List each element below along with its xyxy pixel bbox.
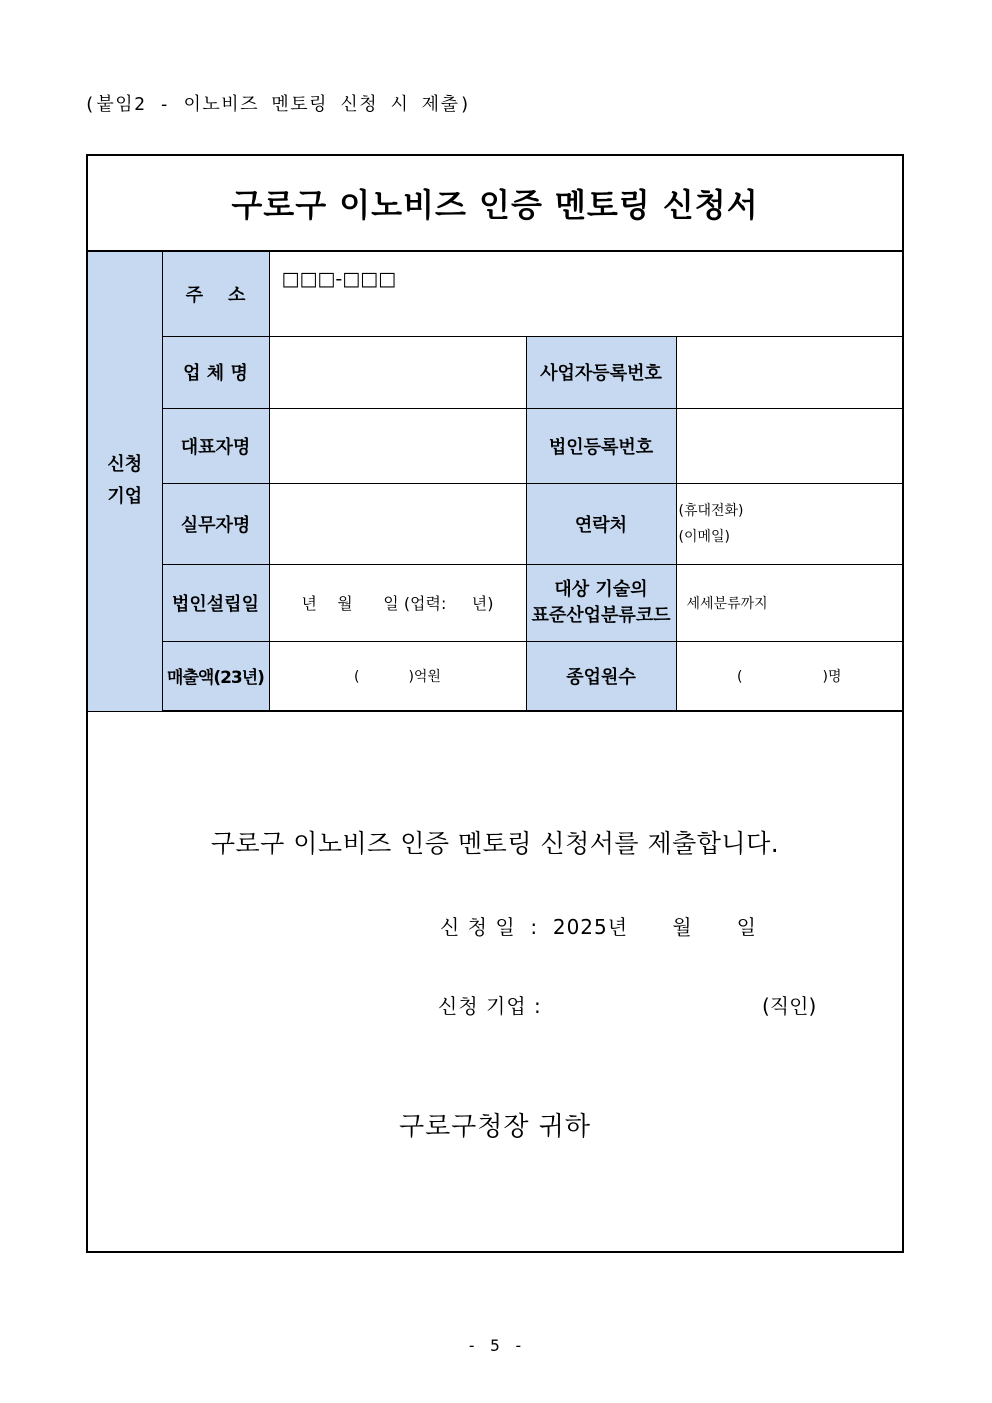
staff-row (88, 483, 902, 564)
employees-label: 종업원수 (526, 641, 676, 711)
address-field[interactable]: □□□-□□□ (269, 252, 902, 336)
contact-field[interactable] (676, 483, 902, 564)
recipient-line: 구로구청장 귀하 (398, 1112, 592, 1142)
application-form (86, 154, 904, 1253)
address-label: 주 소 (162, 252, 269, 336)
staff-field[interactable] (269, 483, 526, 564)
founded-row (88, 564, 902, 641)
address-row (88, 252, 902, 336)
applicant-info-table (88, 252, 902, 712)
application-date-line: 신 청 일 : 2025년 월 일 (440, 915, 757, 939)
sales-row (88, 641, 902, 711)
tech-code-field[interactable]: 세세분류까지 (676, 564, 902, 641)
sales-field[interactable]: ( )억원 (269, 641, 526, 711)
contact-mobile: (휴대전화) (678, 502, 744, 519)
staff-label: 실무자명 (162, 483, 269, 564)
seal-label: (직인) (762, 994, 817, 1018)
company-name-field[interactable] (269, 336, 526, 408)
contact-label: 연락처 (526, 483, 676, 564)
contact-email: (이메일) (678, 528, 730, 545)
attachment-note: (붙임2 - 이노비즈 멘토링 신청 시 제출) (84, 94, 472, 115)
founded-field[interactable]: 년 월 일 (업력: 년) (269, 564, 526, 641)
page-number: - 5 - (466, 1336, 526, 1355)
applicant-company-line: 신청 기업 : (438, 994, 542, 1018)
corp-reg-label: 법인등록번호 (526, 408, 676, 483)
company-name-row (88, 336, 902, 408)
employees-field[interactable]: ( )명 (676, 641, 902, 711)
ceo-label: 대표자명 (162, 408, 269, 483)
founded-label: 법인설립일 (162, 564, 269, 641)
company-name-label: 업 체 명 (162, 336, 269, 408)
ceo-field[interactable] (269, 408, 526, 483)
business-reg-field[interactable] (676, 336, 902, 408)
corp-reg-field[interactable] (676, 408, 902, 483)
tech-code-label: 대상 기술의 표준산업분류코드 (526, 564, 676, 641)
declaration-text: 구로구 이노비즈 인증 멘토링 신청서를 제출합니다. (210, 829, 780, 858)
ceo-row (88, 408, 902, 483)
business-reg-label: 사업자등록번호 (526, 336, 676, 408)
applicant-company-label: 신청 기업 (88, 252, 162, 711)
sales-label: 매출액(23년) (162, 641, 269, 711)
form-title: 구로구 이노비즈 인증 멘토링 신청서 (88, 156, 902, 252)
